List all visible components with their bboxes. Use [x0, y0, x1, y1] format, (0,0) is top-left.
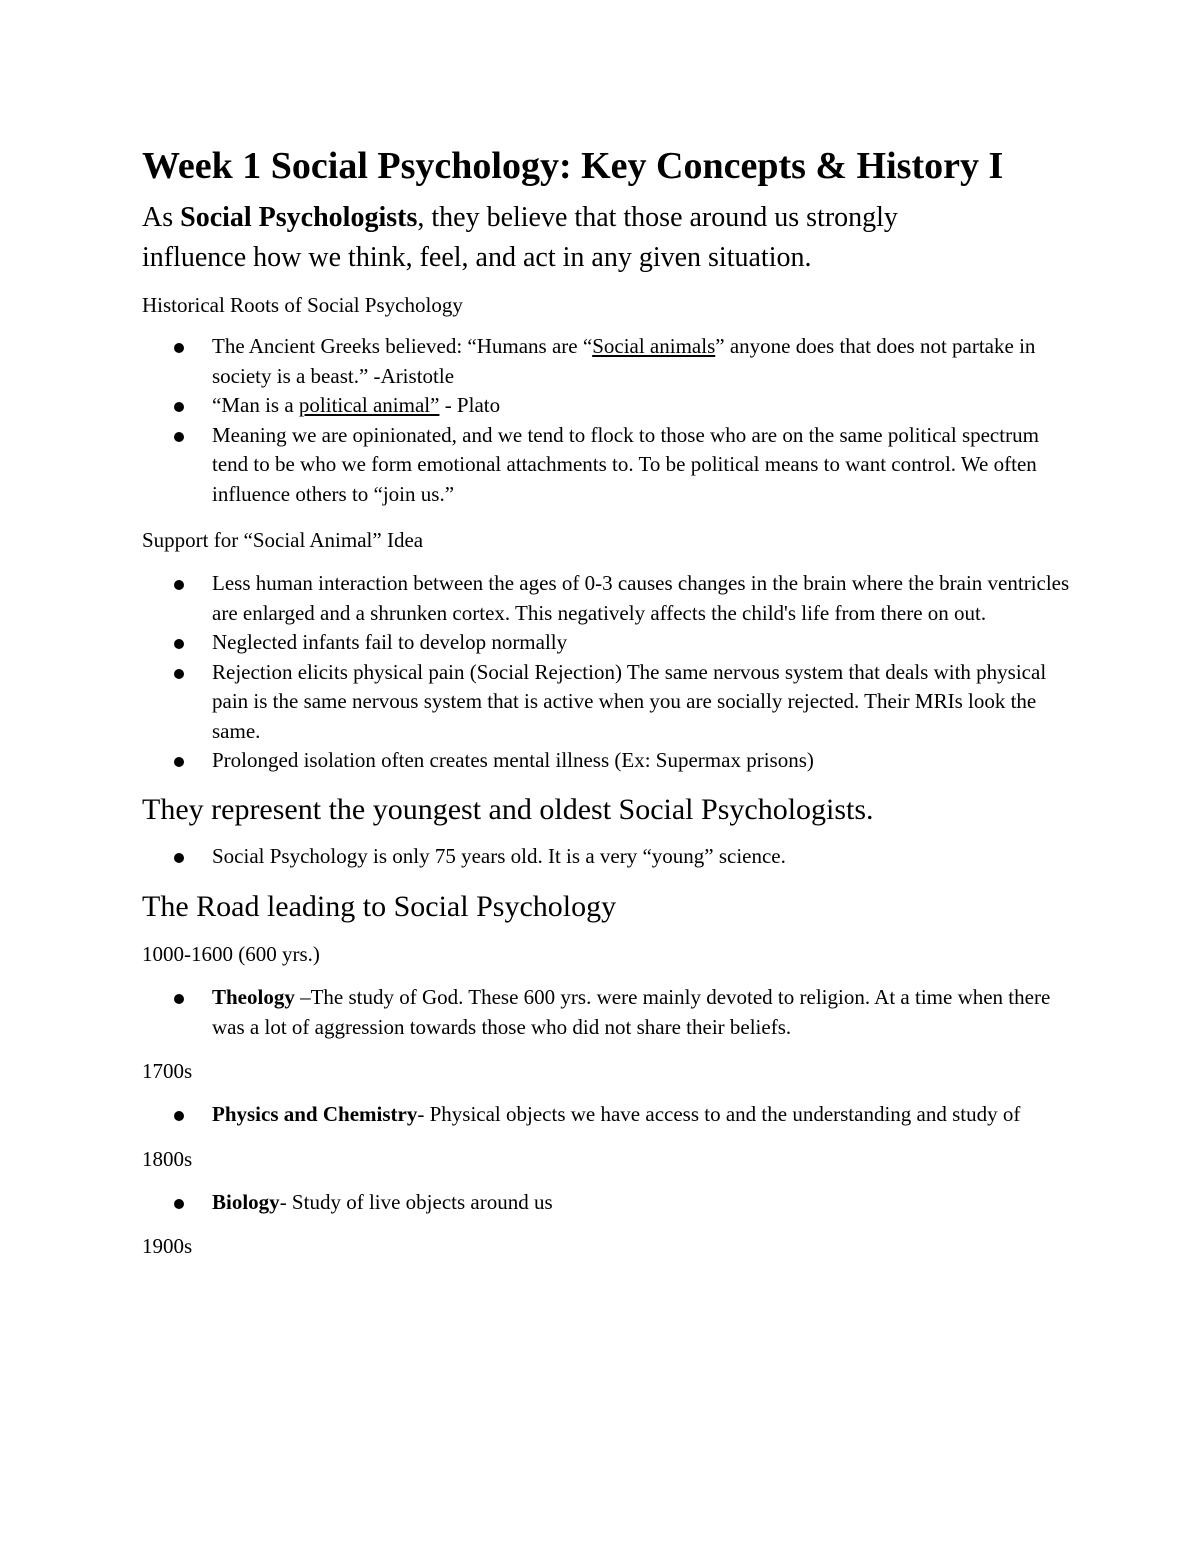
bullet-icon	[174, 757, 184, 767]
physics-list	[142, 1100, 1072, 1130]
period-1900s: 1900s	[142, 1234, 193, 1258]
bullet-icon	[174, 402, 184, 412]
intro-rest-line1: , they believe that those around us strongly	[417, 202, 898, 233]
support-heading: Support for “Social Animal” Idea	[142, 528, 424, 552]
list-item	[142, 569, 1072, 628]
list-item	[142, 332, 1072, 391]
theology-list	[142, 983, 1072, 1042]
theology-text: –The study of God. These 600 yrs. were mainly devoted to religion. At a time when there was a lot of aggression towards those who did not share their beliefs.	[212, 985, 1051, 1039]
biology-term: Biology	[212, 1189, 280, 1214]
list-item	[142, 391, 1072, 421]
intro-paragraph	[142, 198, 1072, 278]
roots-item1-b: ” anyone does that does not partake in society is a beast.” -Aristotle	[212, 334, 1036, 388]
roots-item1-a: The Ancient Greeks believed: “Humans are “	[212, 334, 593, 358]
document-title: Week 1 Social Psychology: Key Concepts & History I	[142, 145, 1004, 187]
intro-line2: influence how we think, feel, and act in any given situation.	[142, 242, 812, 273]
physics-term: Physics and Chemistry	[212, 1102, 418, 1126]
support-list	[142, 569, 1072, 776]
theology-term: Theology	[212, 985, 295, 1009]
support-item: Rejection elicits physical pain (Social Rejection) The same nervous system that deals with physical pain is the same nervous system that is active when you are socially rejected. Their MRIs look the same.	[212, 659, 1047, 743]
bullet-icon	[174, 853, 184, 863]
support-item: Less human interaction between the ages of 0-3 causes changes in the brain where the brain ventricles are enlarged and a shrunken cortex. This negatively affects the child's life from there on out.	[212, 571, 1070, 625]
intro-bold-term: Social Psychologists	[180, 202, 418, 233]
support-item: Neglected infants fail to develop normally	[212, 630, 568, 654]
youngest-heading: They represent the youngest and oldest Social Psychologists.	[142, 792, 874, 826]
list-item	[142, 658, 1072, 747]
biology-list	[142, 1188, 1072, 1218]
bullet-icon	[174, 1199, 184, 1209]
roots-heading: Historical Roots of Social Psychology	[142, 293, 463, 317]
roots-item2-a: “Man is a	[212, 393, 299, 417]
biology-text: - Study of live objects around us	[279, 1189, 553, 1214]
bullet-icon	[174, 669, 184, 679]
list-item	[142, 1100, 1072, 1130]
support-item: Prolonged isolation often creates mental illness (Ex: Supermax prisons)	[212, 748, 814, 772]
list-item	[142, 1188, 1072, 1218]
roots-item2-b: - Plato	[439, 393, 501, 417]
bullet-icon	[174, 343, 184, 353]
bullet-icon	[174, 639, 184, 649]
list-item	[142, 983, 1072, 1042]
document-page	[142, 140, 1072, 1261]
road-heading: The Road leading to Social Psychology	[142, 890, 617, 923]
period-1000-1600: 1000-1600 (600 yrs.)	[142, 942, 320, 966]
youngest-item: Social Psychology is only 75 years old. It is a very “young” science.	[212, 843, 786, 868]
list-item	[142, 628, 1072, 658]
list-item	[142, 842, 1072, 872]
list-item	[142, 421, 1072, 510]
roots-item1-underlined: Social animals	[592, 334, 716, 358]
bullet-icon	[174, 580, 184, 590]
bullet-icon	[174, 432, 184, 442]
youngest-list	[142, 842, 1072, 872]
physics-text: - Physical objects we have access to and the understanding and study of	[417, 1102, 1021, 1126]
intro-prefix: As	[142, 202, 181, 233]
roots-list	[142, 332, 1072, 509]
roots-item3: Meaning we are opinionated, and we tend to flock to those who are on the same political spectrum tend to be who we form emotional attachments to. To be political means to want control. We often influence others to “join us.”	[212, 422, 1039, 506]
bullet-icon	[174, 1111, 184, 1121]
bullet-icon	[174, 994, 184, 1004]
roots-item2-underlined: political animal”	[298, 393, 440, 417]
period-1700s: 1700s	[142, 1059, 193, 1083]
list-item	[142, 746, 1072, 776]
period-1800s: 1800s	[142, 1146, 193, 1171]
